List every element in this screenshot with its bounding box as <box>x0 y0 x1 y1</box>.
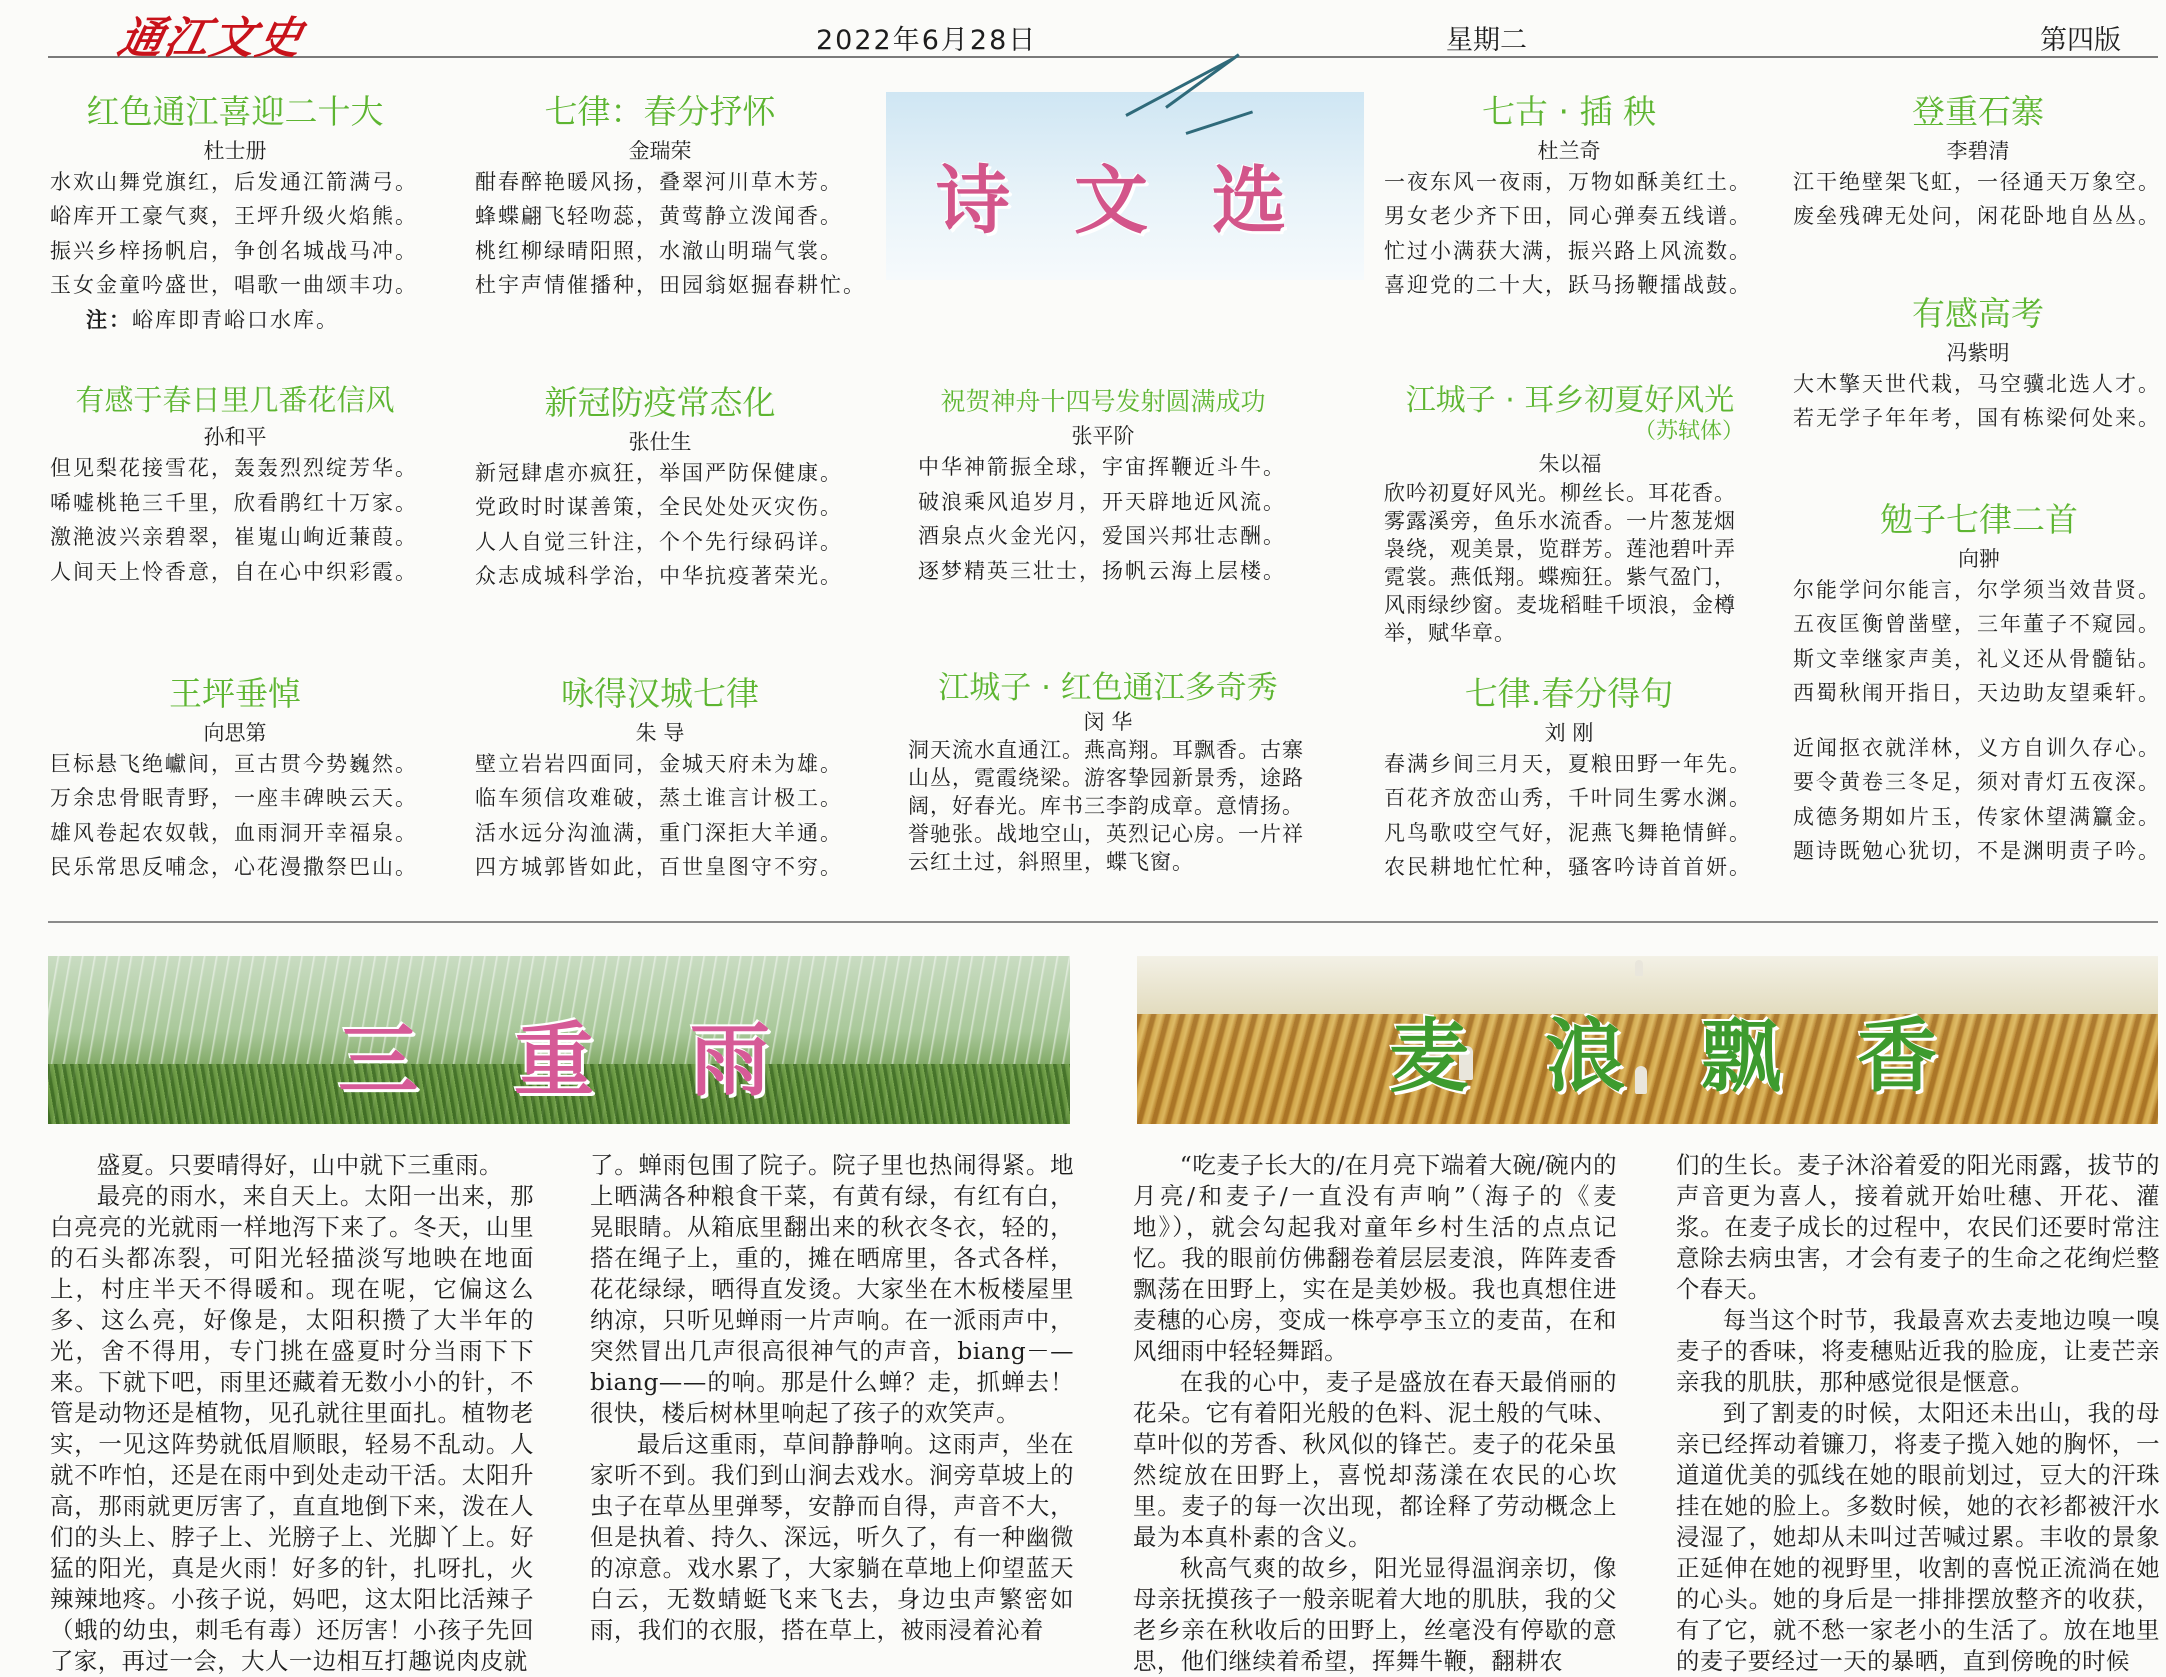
banner-sanchongyu <box>48 956 1070 1124</box>
poem-line: 百花齐放峦山秀，千叶同生雾水渊。 <box>1384 786 1752 811</box>
poem-xinguan-fangyi <box>475 383 845 594</box>
poem-line: 万余忠骨眠青野，一座丰碑映云天。 <box>50 786 418 811</box>
poem-subtitle: （苏轼体） <box>1633 419 1744 444</box>
poem-title: 江城子 · 红色通江多奇秀 <box>938 670 1278 706</box>
poem-line: 破浪乘风追岁月，开天辟地近风流。 <box>918 489 1286 514</box>
poem-author: 杜兰奇 <box>1537 138 1601 163</box>
poem-line: 五夜匡衡曾凿壁，三年董子不窥园。 <box>1793 612 2161 637</box>
paragraph: 每当这个时节，我最喜欢去麦地边嗅一嗅麦子的香味，将麦穗贴近我的脸庞，让麦芒亲亲我的肌肤，那种感觉很是惬意。 <box>1676 1306 2160 1396</box>
poem-author: 金瑞荣 <box>628 138 692 163</box>
page-number: 第四版 <box>2040 25 2121 56</box>
note-label: 注： <box>86 306 132 332</box>
poem-line: 四方城郭皆如此，百世皇图守不穷。 <box>475 855 843 880</box>
poem-line: 斯文幸继家声美，礼义还从骨髓钻。 <box>1793 646 2161 671</box>
banner-shiwenxuan <box>886 92 1364 280</box>
article-rain-col1 <box>50 1150 534 1675</box>
poem-author: 李碧清 <box>1946 138 2010 163</box>
poem-wangping-chuidao <box>50 674 420 885</box>
masthead <box>48 0 2158 64</box>
poem-line: 中华神箭振全球，宇宙挥鞭近斗牛。 <box>918 455 1286 480</box>
poem-hongse-tongjiang <box>50 92 420 337</box>
article-rain-col2 <box>590 1150 1074 1644</box>
poem-line: 春满乡间三月天，夏粮田野一年先。 <box>1384 751 1752 776</box>
poem-text: 洞天流水直通江。燕高翔。耳飘香。古寨山丛，霓霞绕梁。游客挚园新景秀，途路阔，好春光。库书三李韵成章。意情扬。誉驰张。战地空山，英烈记心房。一片祥云红土过，斜照里，蝶飞窗。 <box>908 738 1304 875</box>
paragraph: 最亮的雨水，来自天上。太阳一出来，那白亮亮的光就雨一样地泻下来了。冬天，山里的石头都冻裂，可阳光轻描淡写地映在地面上，村庄半天不得暖和。现在呢，它偏这么多、这么亮，好像是，太阳积攒了大半年的光，舍不得用，专门挑在盛夏时分当雨下下来。下就下吧，雨里还藏着无数小小的针，不管是动物还是植物，见孔就往里面扎。植物老实，一见这阵势就低眉顺眼，轻易不乱动。人就不咋怕，还是在雨中到处走动干活。太阳升高，那雨就更厉害了，直直地倒下来，泼在人们的头上、脖子上、光膀子上、光脚丫上。好猛的阳光，真是火雨！好多的针，扎呀扎，火辣辣地疼。小孩子说，妈吧，这太阳比活辣子（蛾的幼虫，刺毛有毒）还厉害！小孩子先回了家，再过一会，大人一边相互打趣说肉皮就 <box>50 1182 534 1675</box>
poem-line: 激滟波兴亲碧翠，崔嵬山峋近蒹葭。 <box>50 525 418 550</box>
poem-line: 一夜东风一夜雨，万物如酥美红土。 <box>1384 169 1752 194</box>
poem-title: 咏得汉城七律 <box>561 674 759 713</box>
poem-line: 新冠肆虐亦疯狂，举国严防保健康。 <box>475 460 843 485</box>
poem-line: 酒泉点火金光闪，爱国兴邦壮志酬。 <box>918 524 1286 549</box>
poem-text: 欣吟初夏好风光。柳丝长。耳花香。雾露溪旁，鱼乐水流香。一片葱茏烟袅绕，观美景，览群芳。莲池碧叶弄霓裳。燕低翔。蝶痴狂。紫气盈门，风雨绿纱窗。麦垅稻畦千顷浪，金樽举，赋华章。 <box>1384 480 1736 645</box>
poem-line: 男女老少齐下田，同心弹奏五线谱。 <box>1384 204 1752 229</box>
poem-line: 雄风卷起农奴戟，血雨洞开幸福泉。 <box>50 820 418 845</box>
poem-line: 蜂蝶翩飞轻吻蕊，黄莺静立泼闻香。 <box>475 204 843 229</box>
farmer-figure <box>1635 960 1643 976</box>
article-wheat-col1 <box>1133 1150 1617 1675</box>
poem-jiangchengzi-hongse <box>908 670 1308 876</box>
poem-author: 闵 华 <box>1083 710 1133 735</box>
poem-line: 唏嘘桃艳三千里，欣看鹃红十万家。 <box>50 490 418 515</box>
banner-title: 三重雨 <box>338 1013 866 1107</box>
poem-title: 王坪垂悼 <box>169 674 301 713</box>
paragraph: 在我的心中，麦子是盛放在春天最俏丽的花朵。它有着阳光般的色料、泥土般的气味、草叶似的芳香、秋风似的锋芒。麦子的花朵虽然绽放在田野上，喜悦却荡漾在农民的心坎里。麦子的每一次出现，都诠释了劳动概念上最为本真朴素的含义。 <box>1133 1368 1617 1551</box>
poem-line: 江干绝壁架飞虹，一径通天万象空。 <box>1793 169 2161 194</box>
poem-author: 张平阶 <box>1071 424 1135 448</box>
paragraph: 们的生长。麦子沐浴着爱的阳光雨露，拔节的声音更为喜人，接着就开始吐穗、开花、灌浆。在麦子成长的过程中，农民们还要时常注意除去病虫害，才会有麦子的生命之花绚烂整个春天。 <box>1676 1151 2160 1303</box>
poem-line: 人间天上怜香意，自在心中织彩霞。 <box>50 559 418 584</box>
poem-line: 尔能学问尔能言，尔学须当效昔贤。 <box>1793 577 2161 602</box>
leaf-decoration <box>1165 53 1240 108</box>
poem-title: 勉子七律二首 <box>1880 500 2078 539</box>
poem-title: 红色通江喜迎二十大 <box>86 92 384 131</box>
poem-qigu-chayang <box>1384 92 1754 303</box>
poem-author: 杜士册 <box>203 138 267 163</box>
poem-title: 祝贺神舟十四号发射圆满成功 <box>940 387 1266 416</box>
poem-author: 朱以福 <box>1538 452 1602 477</box>
poem-author: 朱 导 <box>635 720 685 745</box>
poem-line: 农民耕地忙忙种，骚客吟诗首首妍。 <box>1384 855 1752 880</box>
poem-line: 凡鸟歌哎空气好，泥燕飞舞艳情鲜。 <box>1384 820 1752 845</box>
poem-title: 七律：春分抒怀 <box>544 92 776 131</box>
poem-title: 登重石寨 <box>1912 92 2044 131</box>
poem-yougan-gaokao <box>1793 294 2163 436</box>
poem-title: 新冠防疫常态化 <box>544 383 776 422</box>
poem-line: 废垒残碑无处问，闲花卧地自丛丛。 <box>1793 204 2161 229</box>
poem-author: 冯紫明 <box>1946 340 2010 365</box>
poem-line: 党政时时谋善策，全民处处灭灾伤。 <box>475 495 843 520</box>
banner-mailangpiaoxiang <box>1137 956 2158 1124</box>
leaf-decoration <box>1125 58 1232 117</box>
poem-line: 大木擎天世代栽，马空骥北选人才。 <box>1793 371 2161 396</box>
poem-title: 江城子 · 耳乡初夏好风光 <box>1405 383 1735 418</box>
poem-note <box>50 303 420 337</box>
poem-title: 七古 · 插 秧 <box>1482 92 1656 131</box>
poem-line: 峪库开工豪气爽，王坪升级火焰熊。 <box>50 204 418 229</box>
poem-chunri-huaxinfeng <box>50 383 420 589</box>
poem-title: 有感于春日里几番花信风 <box>75 383 395 417</box>
leaf-decoration <box>1186 110 1254 134</box>
article-wheat-col2 <box>1676 1150 2160 1675</box>
poem-line: 人人自觉三针注，个个先行绿码详。 <box>475 529 843 554</box>
poem-line: 但见梨花接雪花，轰轰烈烈绽芳华。 <box>50 456 418 481</box>
poem-line: 杜宇声情催播种，田园翁妪掘春耕忙。 <box>475 273 866 298</box>
poem-title: 有感高考 <box>1912 294 2044 333</box>
poem-line: 西蜀秋闱开指日，天边助友望乘轩。 <box>1793 681 2161 706</box>
paragraph: “吃麦子长大的/在月亮下端着大碗/碗内的月亮/和麦子/一直没有声响”（海子的《麦地》），就会勾起我对童年乡村生活的点点记忆。我的眼前仿佛翻卷着层层麦浪，阵阵麦香飘荡在田野上，实在是美妙极。我也真想住进麦穗的心房，变成一株亭亭玉立的麦苗，在和风细雨中轻轻舞蹈。 <box>1133 1151 1617 1365</box>
poem-dengzhong-shizhai <box>1793 92 2163 234</box>
note-text: 峪库即青峪口水库。 <box>132 307 339 332</box>
paragraph: 盛夏。只要晴得好，山中就下三重雨。 <box>96 1151 503 1179</box>
paragraph: 最后这重雨，草间静静响。这雨声，坐在家听不到。我们到山涧去戏水。涧旁草坡上的虫子在草丛里弹琴，安静而自得，声音不大，但是执着、持久、深远，听久了，有一种幽微的凉意。戏水累了，大家躺在草地上仰望蓝天白云，无数蜻蜓飞来飞去，身边虫声繁密如雨，我们的衣服，搭在草上，被雨浸着沁着 <box>590 1430 1074 1644</box>
poem-author: 孙和平 <box>203 424 267 449</box>
banner-title: 诗文选 <box>936 158 1350 244</box>
poem-line: 活水远分沟洫满，重门深拒大羊通。 <box>475 820 843 845</box>
poem-line: 巨标悬飞绝巘间，亘古贯今势巍然。 <box>50 751 418 776</box>
poem-line: 若无学子年年考，国有栋梁何处来。 <box>1793 406 2161 431</box>
poem-line: 众志成城科学治，中华抗疫著荣光。 <box>475 564 843 589</box>
poem-line: 民乐常思反哺念，心花漫撒祭巴山。 <box>50 855 418 880</box>
poem-line: 成德务期如片玉，传家休望满籯金。 <box>1793 804 2161 829</box>
poem-line: 忙过小满获大满，振兴路上风流数。 <box>1384 238 1752 263</box>
issue-weekday: 星期二 <box>1446 25 1527 56</box>
poem-author: 刘 刚 <box>1544 720 1594 745</box>
poem-author: 张仕生 <box>628 429 692 454</box>
poem-line: 振兴乡梓扬帆启，争创名城战马冲。 <box>50 238 418 263</box>
paragraph: 秋高气爽的故乡，阳光显得温润亲切，像母亲抚摸孩子一般亲昵着大地的肌肤，我的父老乡亲在秋收后的田野上，丝毫没有停歇的意思，他们继续着希望，挥舞牛鞭，翻耕农 <box>1133 1554 1617 1675</box>
poem-line: 酣春醉艳暖风扬，叠翠河川草木芳。 <box>475 169 843 194</box>
poem-author: 向思第 <box>203 720 267 745</box>
section-divider <box>48 921 2158 923</box>
poem-line: 近闻抠衣就洋林，义方自训久存心。 <box>1793 735 2161 760</box>
poem-author: 向翀 <box>1958 546 2000 571</box>
poem-mianzi-qilv <box>1793 500 2165 869</box>
paragraph: 了。蝉雨包围了院子。院子里也热闹得紧。地上晒满各种粮食干菜，有黄有绿，有红有白，晃眼睛。从箱底里翻出来的秋衣冬衣，轻的，搭在绳子上，重的，摊在晒席里，各式各样，花花绿绿，晒得直发烫。大家坐在木板楼屋里纳凉，只听见蝉雨一片声响。在一派雨声中，突然冒出几声很高很神气的声音，biang－—biang——的响。那是什么蝉？走，抓蝉去！很快，楼后树林里响起了孩子的欢笑声。 <box>590 1151 1074 1427</box>
poem-line: 喜迎党的二十大，跃马扬鞭擂战鼓。 <box>1384 273 1752 298</box>
banner-title: 麦浪飘香 <box>1389 1009 2013 1103</box>
poem-qilv-chunfen <box>475 92 866 303</box>
poem-line: 玉女金童吟盛世，唱歌一曲颂丰功。 <box>50 273 418 298</box>
paragraph: 到了割麦的时候，太阳还未出山，我的母亲已经挥动着镰刀，将麦子揽入她的胸怀，一道道优美的弧线在她的眼前划过，豆大的汗珠挂在她的脸上。多数时候，她的衣衫都被汗水浸湿了，她却从未叫过苦喊过累。丰收的景象正延伸在她的视野里，收割的喜悦正流淌在她的心头。她的身后是一排排摆放整齐的收获，有了它，就不愁一家老小的生活了。放在地里的麦子要经过一天的暴晒，直到傍晚的时候 <box>1676 1399 2160 1675</box>
poem-jiangchengzi-erxiang <box>1384 383 1756 647</box>
poem-qilv-chunfen-deju <box>1384 674 1754 885</box>
poem-line: 桃红柳绿晴阳照，水澈山明瑞气裳。 <box>475 238 843 263</box>
poem-title: 七律.春分得句 <box>1464 674 1674 713</box>
issue-date: 2022年6月28日 <box>816 25 1038 56</box>
poem-line: 临车须信攻难破，蒸土谁言计极工。 <box>475 786 843 811</box>
poem-line: 题诗既勉心犹切，不是渊明责子吟。 <box>1793 839 2161 864</box>
poem-line: 水欢山舞党旗红，后发通江箭满弓。 <box>50 169 418 194</box>
poem-line: 逐梦精英三壮士，扬帆云海上层楼。 <box>918 558 1286 583</box>
poem-line: 壁立岩岩四面同，金城天府未为雄。 <box>475 751 843 776</box>
poem-line: 要令黄卷三冬足，须对青灯五夜深。 <box>1793 770 2161 795</box>
poem-hancheng-qilv <box>475 674 845 885</box>
newspaper-logo: 通江文史 <box>113 13 309 64</box>
poem-shenzhou-14 <box>918 387 1288 588</box>
